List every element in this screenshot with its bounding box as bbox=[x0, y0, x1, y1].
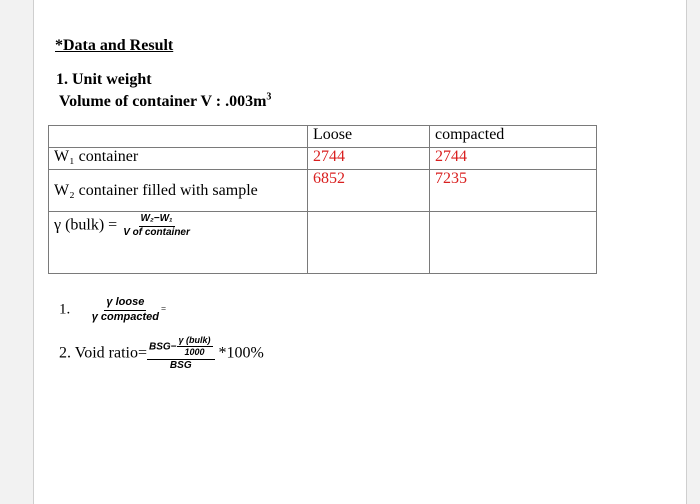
header-empty-cell bbox=[49, 126, 308, 148]
inner-denominator: 1000 bbox=[184, 347, 205, 358]
table-header-row bbox=[49, 126, 597, 148]
void-ratio-numerator bbox=[147, 336, 215, 360]
bulk-loose-value bbox=[308, 212, 430, 274]
volume-label: Volume of container V : .003m bbox=[59, 93, 267, 110]
volume-exponent: 3 bbox=[266, 91, 272, 103]
table-row bbox=[49, 170, 597, 212]
w1-compacted-value: 2744 bbox=[430, 148, 597, 170]
item1-number: 1. bbox=[59, 301, 71, 318]
section-heading: *Data and Result bbox=[55, 37, 174, 54]
bulk-compacted-value bbox=[430, 212, 597, 274]
table-row bbox=[49, 212, 597, 274]
bulk-label: γ (bulk) = bbox=[54, 216, 118, 234]
row-label-w1: W₁ container bbox=[49, 148, 308, 170]
table-row bbox=[49, 148, 597, 170]
volume-line bbox=[59, 93, 271, 111]
ratio-denominator: γ compacted bbox=[91, 310, 159, 323]
row-label-w2: W₂ container filled with sample bbox=[49, 170, 308, 212]
void-ratio-formula bbox=[59, 336, 264, 371]
header-loose: Loose bbox=[308, 126, 430, 148]
inner-numerator: γ (bulk) bbox=[177, 336, 213, 347]
void-ratio-denominator: BSG bbox=[169, 359, 192, 371]
ratio-equals: = bbox=[161, 303, 167, 314]
unit-weight-table bbox=[48, 125, 597, 274]
w2-compacted-value: 7235 bbox=[430, 170, 597, 212]
bsg-minus: BSG− bbox=[149, 341, 177, 353]
header-compacted: compacted bbox=[430, 126, 597, 148]
void-ratio-suffix: *100% bbox=[214, 344, 264, 362]
bulk-denominator: V of container bbox=[123, 226, 190, 238]
unit-weight-title: 1. Unit weight bbox=[56, 71, 152, 88]
bulk-fraction bbox=[121, 214, 192, 238]
bulk-numerator: W₂−W₁ bbox=[139, 214, 175, 227]
bulk-over-1000-fraction bbox=[177, 336, 213, 358]
w1-loose-value: 2744 bbox=[308, 148, 430, 170]
void-ratio-label: 2. Void ratio= bbox=[59, 344, 147, 362]
void-ratio-fraction bbox=[147, 336, 215, 371]
w2-loose-value: 6852 bbox=[308, 170, 430, 212]
loose-compacted-ratio bbox=[59, 297, 166, 323]
row-label-bulk bbox=[49, 212, 308, 274]
ratio-fraction bbox=[90, 297, 161, 323]
ratio-numerator: γ loose bbox=[104, 297, 146, 311]
